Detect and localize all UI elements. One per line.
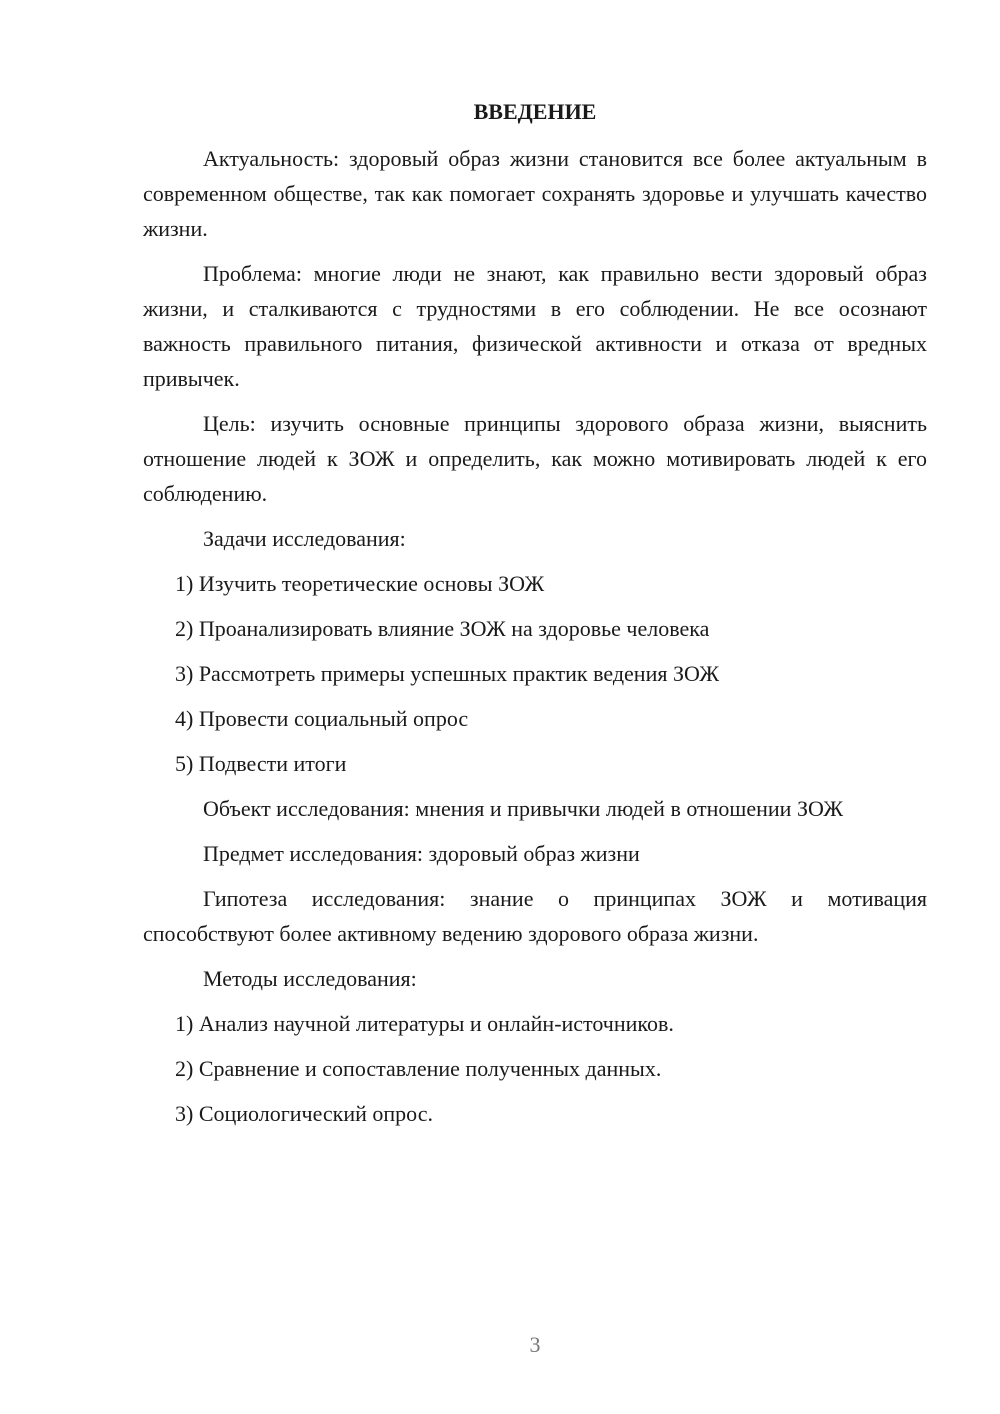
goal-paragraph: Цель: изучить основные принципы здорового образа жизни, выяснить отношение людей к ЗОЖ и определить, как можно мотивировать людей к его соблюдению. bbox=[143, 411, 927, 506]
method-item: 2) Сравнение и сопоставление полученных данных. bbox=[175, 1056, 662, 1081]
page-content bbox=[143, 94, 927, 1141]
method-item: 1) Анализ научной литературы и онлайн-источников. bbox=[175, 1011, 674, 1036]
page-number: 3 bbox=[529, 1332, 541, 1357]
relevance-paragraph: Актуальность: здоровый образ жизни становится все более актуальным в современном обществе, так как помогает сохранять здоровье и улучшать качество жизни. bbox=[143, 146, 927, 241]
methods-title: Методы исследования: bbox=[203, 966, 417, 991]
task-item: 2) Проанализировать влияние ЗОЖ на здоровье человека bbox=[175, 616, 710, 641]
section-heading: ВВЕДЕНИЕ bbox=[473, 99, 597, 124]
hypothesis-paragraph: Гипотеза исследования: знание о принципах ЗОЖ и мотивация способствуют более активному ведению здорового образа жизни. bbox=[143, 886, 927, 946]
tasks-title: Задачи исследования: bbox=[203, 526, 406, 551]
task-item: 1) Изучить теоретические основы ЗОЖ bbox=[175, 571, 545, 596]
task-item: 3) Рассмотреть примеры успешных практик ведения ЗОЖ bbox=[175, 661, 720, 686]
problem-paragraph: Проблема: многие люди не знают, как правильно вести здоровый образ жизни, и сталкиваются с трудностями в его соблюдении. Не все осознают важность правильного питания, физической активности и отказа от вредных привычек. bbox=[143, 261, 927, 391]
object-line: Объект исследования: мнения и привычки людей в отношении ЗОЖ bbox=[203, 796, 844, 821]
task-item: 4) Провести социальный опрос bbox=[175, 706, 469, 731]
method-item: 3) Социологический опрос. bbox=[175, 1101, 433, 1126]
task-item: 5) Подвести итоги bbox=[175, 751, 347, 776]
subject-line: Предмет исследования: здоровый образ жизни bbox=[203, 841, 640, 866]
